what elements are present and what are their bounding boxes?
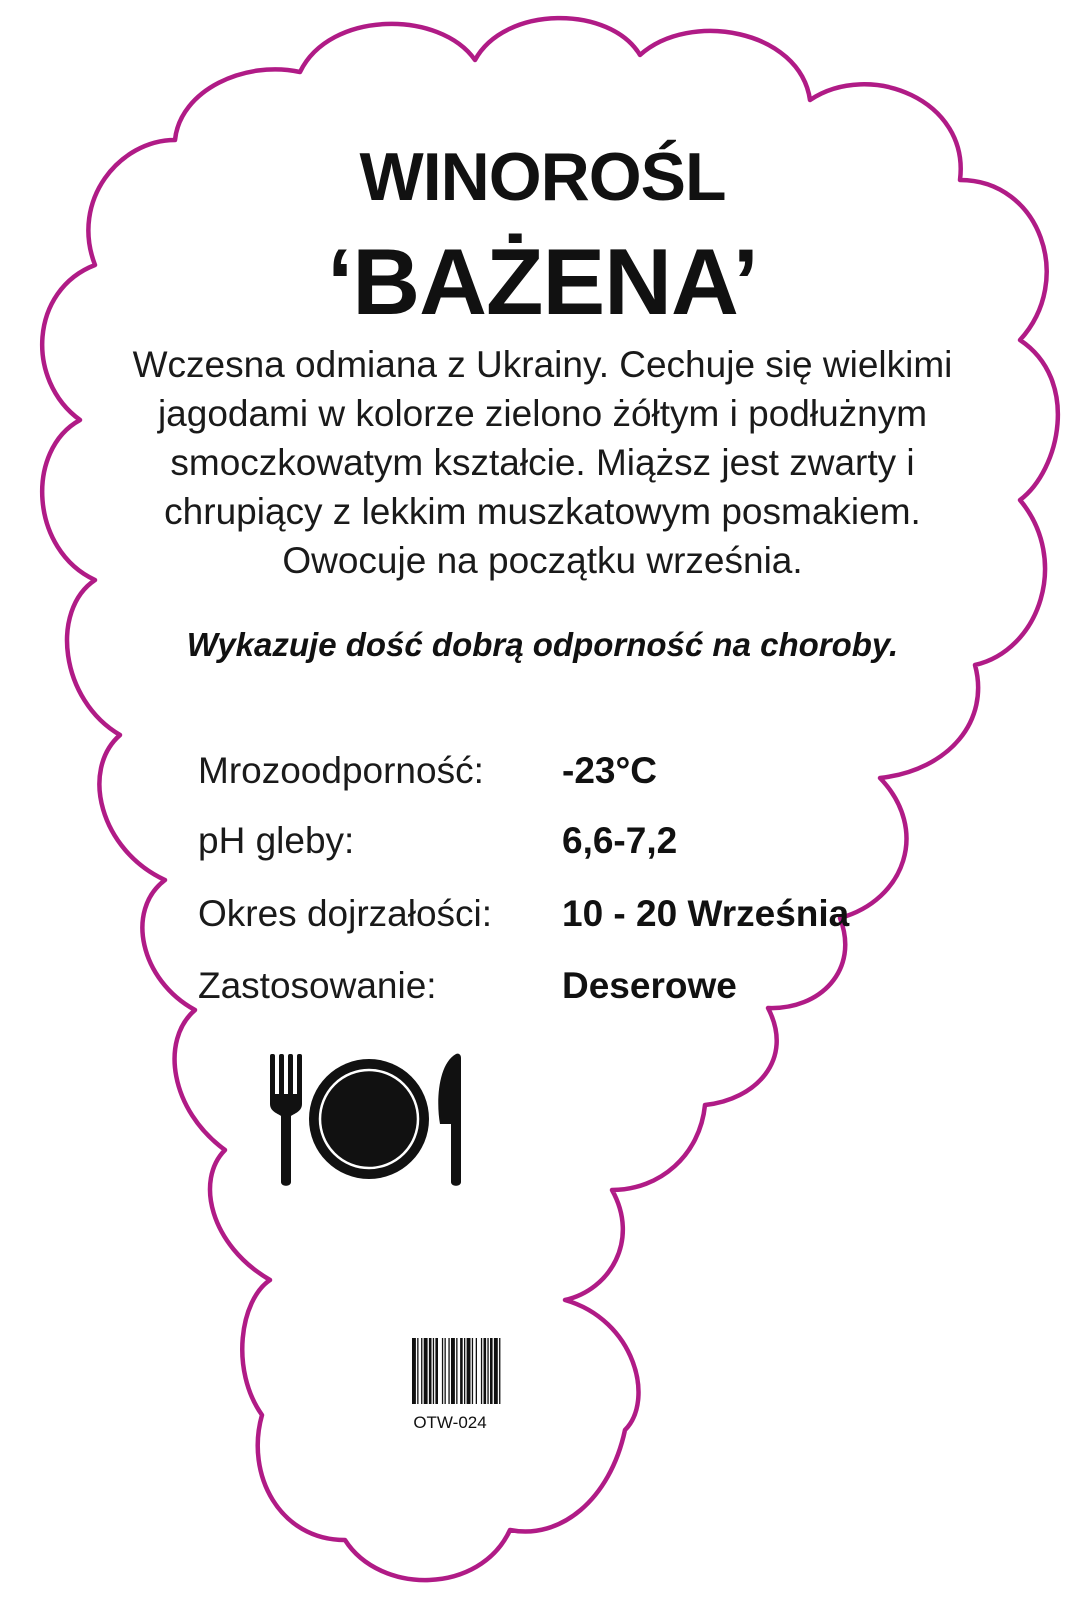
description-line: chrupiący z lekkim muszkatowym posmakiem.	[164, 491, 921, 532]
property-soil-ph	[198, 820, 898, 870]
property-value: 6,6-7,2	[562, 820, 678, 861]
dining-plate-fork-knife-icon	[268, 1052, 474, 1188]
property-value: 10 - 20 Września	[562, 893, 850, 934]
disease-resistance-note: Wykazuje dość dobrą odporność na choroby.	[186, 626, 899, 663]
property-label: pH gleby:	[198, 820, 355, 861]
description-line: jagodami w kolorze zielono żółtym i podłużnym	[157, 393, 928, 434]
property-value: -23°C	[562, 750, 657, 791]
description-line: Owocuje na początku września.	[282, 540, 803, 581]
property-usage	[198, 965, 898, 1015]
variety-description	[100, 340, 985, 585]
property-value: Deserowe	[562, 965, 737, 1006]
property-label: Mrozoodporność:	[198, 750, 484, 791]
property-label: Okres dojrzałości:	[198, 893, 493, 934]
property-label: Zastosowanie:	[198, 965, 437, 1006]
barcode-text: OTW-024	[413, 1413, 487, 1432]
property-ripening-period	[198, 893, 898, 943]
title-line-1: WINOROŚL	[359, 139, 726, 215]
description-line: Wczesna odmiana z Ukrainy. Cechuje się wielkimi	[132, 344, 953, 385]
barcode	[412, 1338, 572, 1404]
description-line: smoczkowatym kształcie. Miąższ jest zwarty i	[170, 442, 915, 483]
property-frost-resistance	[198, 750, 898, 800]
title-line-2: ‘BAŻENA’	[327, 229, 758, 334]
